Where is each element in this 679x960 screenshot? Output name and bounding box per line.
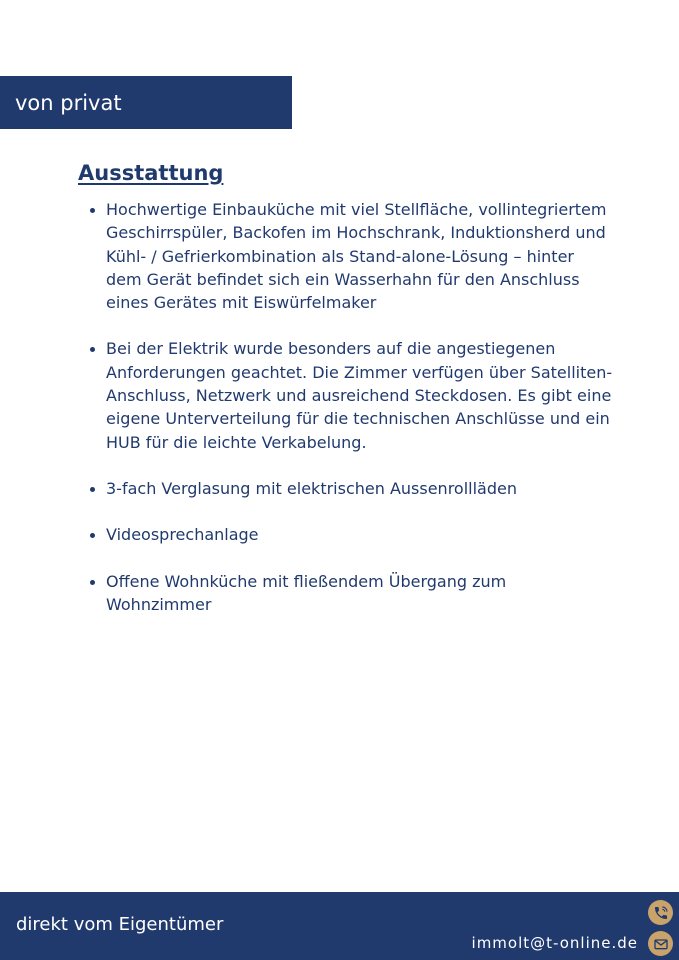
list-item: Hochwertige Einbauküche mit viel Stellfläche, vollintegriertem Geschirrspüler, Backofen im Hochschrank, Induktionsherd und Kühl- / Gefrierkombination als Stand-alone-Lösung – hinter dem Gerät befindet sich ein Wasserhahn für den Anschluss eines Gerätes mit Eiswürfelmaker xyxy=(78,198,613,314)
footer-tagline: direkt vom Eigentümer xyxy=(16,914,224,935)
mail-icon[interactable] xyxy=(648,931,673,956)
section-title: Ausstattung xyxy=(78,161,224,185)
footer xyxy=(0,892,679,960)
list-item: Videosprechanlage xyxy=(78,523,613,546)
list-item: 3-fach Verglasung mit elektrischen Aussenrollläden xyxy=(78,477,613,500)
footer-email[interactable]: immolt@t-online.de xyxy=(471,934,638,952)
phone-icon[interactable] xyxy=(648,900,673,925)
list-item: Offene Wohnküche mit fließendem Übergang zum Wohnzimmer xyxy=(78,570,613,617)
feature-list xyxy=(78,198,613,639)
top-banner xyxy=(0,76,292,129)
banner-text: von privat xyxy=(15,90,122,115)
list-item: Bei der Elektrik wurde besonders auf die angestiegenen Anforderungen geachtet. Die Zimmer verfügen über Satelliten-Anschluss, Netzwerk und ausreichend Steckdosen. Es gibt eine eigene Unterverteilung für die technischen Anschlüsse und ein HUB für die leichte Verkabelung. xyxy=(78,337,613,453)
